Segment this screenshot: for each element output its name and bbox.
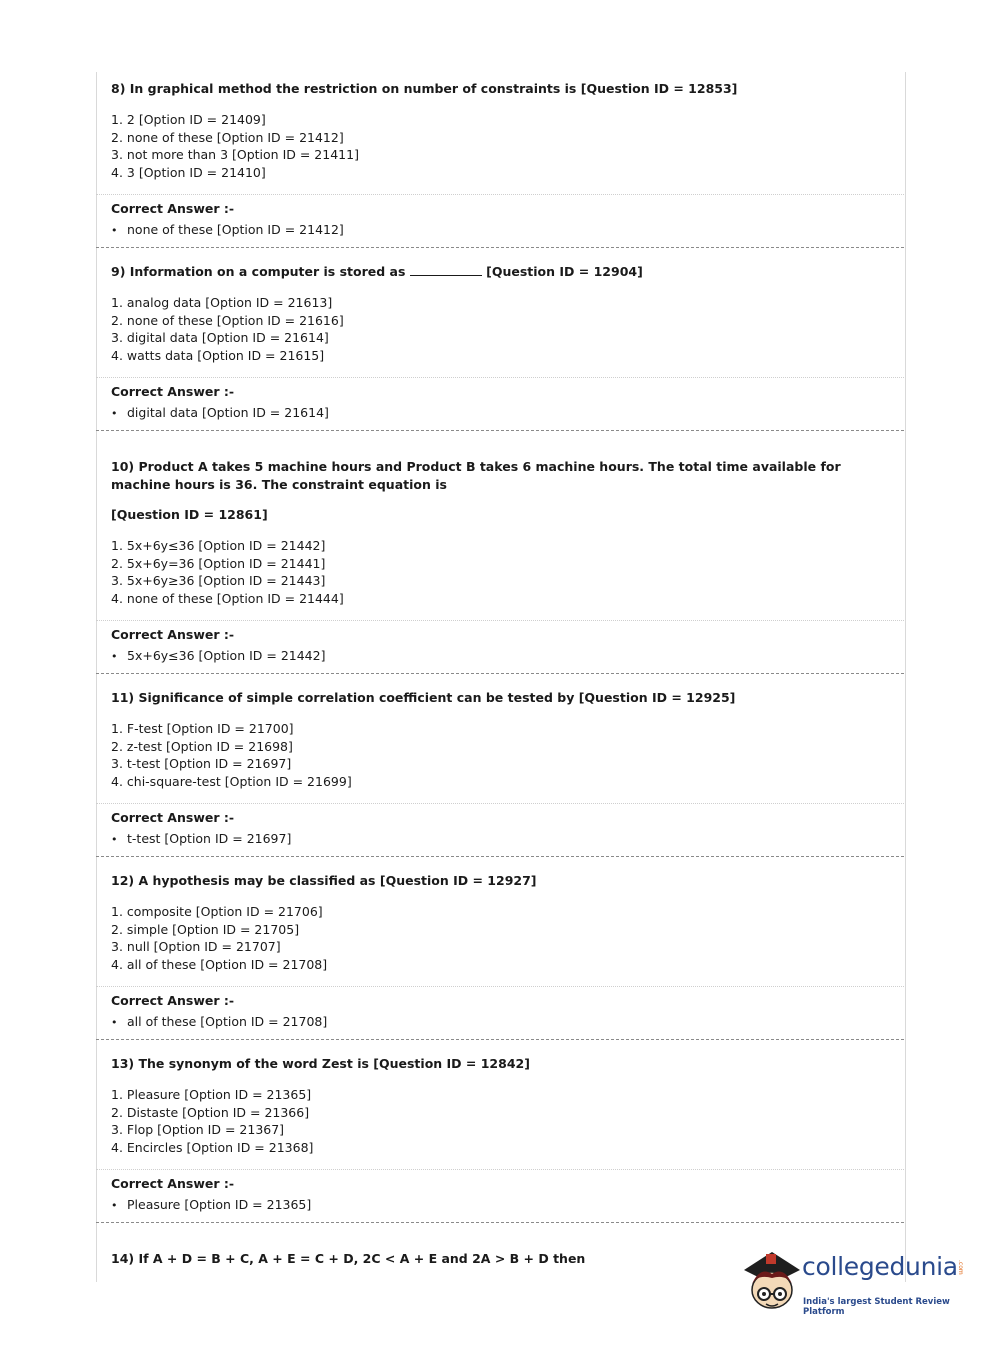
option-list: [111, 294, 904, 365]
answer-text: t-test [Option ID = 21697]: [127, 831, 292, 846]
bullet-icon: •: [111, 407, 118, 420]
option-list: [111, 537, 892, 608]
bullet-icon: •: [111, 224, 118, 237]
answer-9: [96, 383, 904, 423]
question-separator: [96, 247, 904, 248]
question-title: 10) Product A takes 5 machine hours and Product B takes 6 machine hours. The total time available for machine hours is 36. The constraint equation is: [111, 459, 841, 492]
option-item: 4. all of these [Option ID = 21708]: [111, 957, 328, 973]
question-9: [96, 263, 904, 365]
answer-label: Correct Answer :-: [111, 201, 235, 216]
divider: [96, 620, 904, 621]
divider: [96, 986, 904, 987]
option-item: 1. Pleasure [Option ID = 21365]: [111, 1087, 312, 1102]
option-list: [111, 1086, 904, 1157]
option-item: 3. Flop [Option ID = 21367]: [111, 1122, 285, 1138]
question-title: 12) A hypothesis may be classified as [Question ID = 12927]: [111, 873, 537, 888]
option-item: 4. 3 [Option ID = 21410]: [111, 165, 266, 181]
bullet-icon: •: [111, 833, 118, 846]
logo-wordmark: collegedunia: [802, 1252, 958, 1281]
divider: [96, 1169, 904, 1170]
mascot-icon: [742, 1248, 802, 1320]
bullet-icon: •: [111, 650, 118, 663]
option-item: 2. none of these [Option ID = 21412]: [111, 129, 344, 145]
question-id: [Question ID = 12861]: [111, 507, 268, 522]
answer-label: Correct Answer :-: [111, 810, 235, 825]
divider: [96, 803, 904, 804]
question-11: [96, 689, 904, 791]
question-title-text: 9) Information on a computer is stored as: [111, 264, 406, 279]
question-separator: [96, 1039, 904, 1040]
question-title: 11) Significance of simple correlation coefficient can be tested by [Question ID = 12925]: [111, 690, 736, 705]
question-separator: [96, 1222, 904, 1223]
answer-text: all of these [Option ID = 21708]: [127, 1014, 328, 1029]
option-item: 4. Encircles [Option ID = 21368]: [111, 1140, 314, 1156]
answer-row: [111, 647, 904, 666]
question-title: [111, 263, 904, 281]
option-list: [111, 903, 904, 974]
option-item: 2. Distaste [Option ID = 21366]: [111, 1104, 310, 1120]
fill-blank: [410, 265, 482, 276]
answer-row: [111, 1013, 904, 1032]
bullet-icon: •: [111, 1199, 118, 1212]
option-item: 2. z-test [Option ID = 21698]: [111, 738, 293, 754]
answer-text: none of these [Option ID = 21412]: [127, 222, 344, 237]
option-item: 3. t-test [Option ID = 21697]: [111, 756, 292, 772]
option-item: 3. not more than 3 [Option ID = 21411]: [111, 147, 359, 163]
option-item: 3. 5x+6y≥36 [Option ID = 21443]: [111, 573, 326, 589]
question-title: 8) In graphical method the restriction on number of constraints is [Question ID = 12853]: [111, 81, 738, 96]
answer-row: [111, 404, 904, 423]
option-item: 3. null [Option ID = 21707]: [111, 939, 281, 955]
option-item: 2. 5x+6y=36 [Option ID = 21441]: [111, 555, 326, 571]
question-10: [96, 458, 904, 608]
option-item: 1. analog data [Option ID = 21613]: [111, 295, 333, 310]
answer-row: [111, 221, 904, 240]
collegedunia-logo[interactable]: [742, 1248, 972, 1320]
option-item: 3. digital data [Option ID = 21614]: [111, 330, 329, 346]
option-item: 2. simple [Option ID = 21705]: [111, 921, 300, 937]
logo-suffix: .com: [957, 1260, 964, 1275]
option-list: [111, 111, 904, 182]
answer-text: digital data [Option ID = 21614]: [127, 405, 329, 420]
answer-10: [96, 626, 904, 666]
option-item: 1. 5x+6y≤36 [Option ID = 21442]: [111, 538, 326, 553]
option-item: 4. watts data [Option ID = 21615]: [111, 348, 325, 364]
answer-text: 5x+6y≤36 [Option ID = 21442]: [127, 648, 326, 663]
logo-tagline: India's largest Student Review Platform: [803, 1297, 950, 1317]
divider: [96, 194, 904, 195]
question-separator: [96, 430, 904, 431]
divider: [96, 377, 904, 378]
question-13: [96, 1055, 904, 1157]
question-id: [Question ID = 12904]: [486, 264, 643, 279]
question-separator: [96, 673, 904, 674]
answer-label: Correct Answer :-: [111, 627, 235, 642]
answer-13: [96, 1175, 904, 1215]
question-title: 14) If A + D = B + C, A + E = C + D, 2C < A + E and 2A > B + D then: [111, 1251, 586, 1266]
option-item: 2. none of these [Option ID = 21616]: [111, 312, 344, 328]
answer-11: [96, 809, 904, 849]
answer-12: [96, 992, 904, 1032]
answer-label: Correct Answer :-: [111, 384, 235, 399]
option-item: 1. 2 [Option ID = 21409]: [111, 112, 266, 127]
answer-row: [111, 830, 904, 849]
option-item: 4. none of these [Option ID = 21444]: [111, 591, 344, 607]
option-item: 1. F-test [Option ID = 21700]: [111, 721, 294, 736]
option-item: 4. chi-square-test [Option ID = 21699]: [111, 774, 352, 790]
answer-label: Correct Answer :-: [111, 1176, 235, 1191]
question-separator: [96, 856, 904, 857]
bullet-icon: •: [111, 1016, 118, 1029]
answer-label: Correct Answer :-: [111, 993, 235, 1008]
answer-row: [111, 1196, 904, 1215]
answer-text: Pleasure [Option ID = 21365]: [127, 1197, 312, 1212]
option-list: [111, 720, 904, 791]
question-title: 13) The synonym of the word Zest is [Question ID = 12842]: [111, 1056, 530, 1071]
question-12: [96, 872, 904, 974]
option-item: 1. composite [Option ID = 21706]: [111, 904, 323, 919]
question-8: [96, 80, 904, 182]
answer-8: [96, 200, 904, 240]
